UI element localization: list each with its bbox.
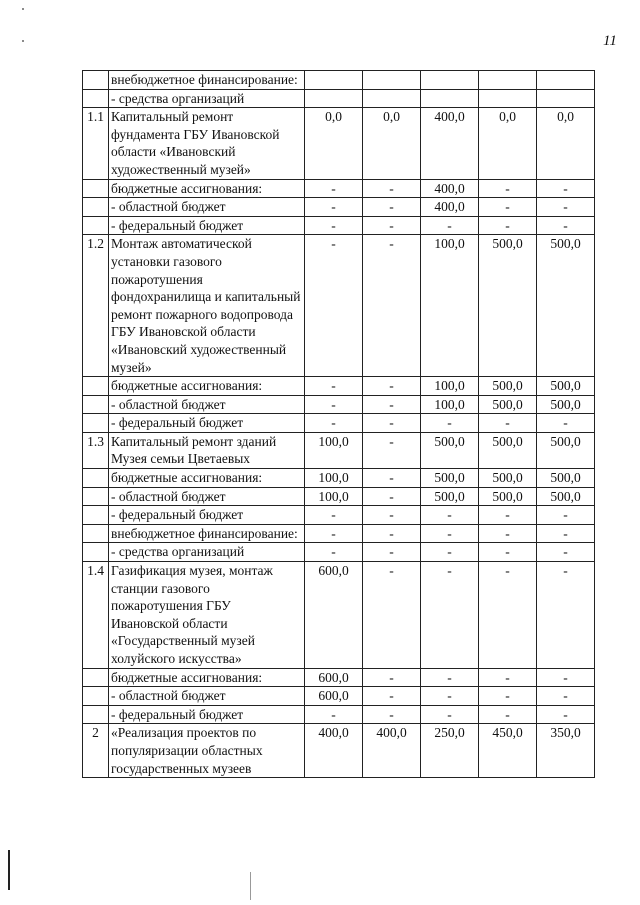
- value-cell: [421, 71, 479, 90]
- value-cell: -: [537, 506, 595, 525]
- value-cell: [479, 89, 537, 108]
- value-cell: [363, 89, 421, 108]
- value-cell: -: [305, 235, 363, 377]
- value-cell: -: [479, 198, 537, 217]
- value-cell: -: [305, 179, 363, 198]
- value-cell: 500,0: [537, 235, 595, 377]
- value-cell: -: [479, 543, 537, 562]
- table-row: [83, 198, 595, 217]
- value-cell: -: [363, 562, 421, 669]
- value-cell: -: [537, 414, 595, 433]
- value-cell: 500,0: [421, 469, 479, 488]
- table-row: [83, 543, 595, 562]
- row-number: [83, 668, 109, 687]
- row-description: - областной бюджет: [109, 687, 305, 706]
- value-cell: 0,0: [363, 108, 421, 179]
- value-cell: -: [305, 414, 363, 433]
- value-cell: 500,0: [537, 469, 595, 488]
- value-cell: -: [537, 705, 595, 724]
- value-cell: 400,0: [305, 724, 363, 778]
- row-description: - средства организаций: [109, 89, 305, 108]
- value-cell: -: [421, 414, 479, 433]
- table-row: [83, 562, 595, 669]
- value-cell: -: [479, 179, 537, 198]
- table-row: [83, 179, 595, 198]
- row-description: - областной бюджет: [109, 487, 305, 506]
- value-cell: [479, 71, 537, 90]
- value-cell: 450,0: [479, 724, 537, 778]
- value-cell: 600,0: [305, 668, 363, 687]
- row-number: [83, 216, 109, 235]
- value-cell: 600,0: [305, 687, 363, 706]
- row-number: [83, 377, 109, 396]
- table-row: [83, 108, 595, 179]
- value-cell: [305, 89, 363, 108]
- value-cell: 500,0: [421, 487, 479, 506]
- row-description: Газификация музея, монтаж станции газового пожаротушения ГБУ Ивановской области «Государственный музей холуйского искусства»: [109, 562, 305, 669]
- row-description: бюджетные ассигнования:: [109, 668, 305, 687]
- row-description: - средства организаций: [109, 543, 305, 562]
- table-row: [83, 89, 595, 108]
- row-number: [83, 524, 109, 543]
- row-number: [83, 395, 109, 414]
- value-cell: -: [537, 198, 595, 217]
- value-cell: -: [421, 668, 479, 687]
- value-cell: -: [363, 377, 421, 396]
- table-row: [83, 724, 595, 778]
- value-cell: -: [537, 179, 595, 198]
- value-cell: 500,0: [479, 487, 537, 506]
- binding-mark: [8, 850, 10, 890]
- value-cell: -: [305, 506, 363, 525]
- value-cell: 500,0: [421, 432, 479, 468]
- value-cell: [305, 71, 363, 90]
- row-number: [83, 89, 109, 108]
- value-cell: -: [479, 506, 537, 525]
- value-cell: -: [305, 377, 363, 396]
- value-cell: -: [421, 705, 479, 724]
- value-cell: 400,0: [421, 108, 479, 179]
- table-row: [83, 395, 595, 414]
- value-cell: 500,0: [479, 432, 537, 468]
- value-cell: 500,0: [537, 432, 595, 468]
- row-number: 2: [83, 724, 109, 778]
- row-description: бюджетные ассигнования:: [109, 179, 305, 198]
- value-cell: -: [421, 687, 479, 706]
- table-row: [83, 414, 595, 433]
- value-cell: -: [537, 668, 595, 687]
- value-cell: 400,0: [363, 724, 421, 778]
- value-cell: -: [363, 687, 421, 706]
- value-cell: -: [421, 543, 479, 562]
- row-description: внебюджетное финансирование:: [109, 524, 305, 543]
- row-description: - областной бюджет: [109, 395, 305, 414]
- value-cell: 500,0: [537, 377, 595, 396]
- value-cell: -: [305, 198, 363, 217]
- value-cell: 250,0: [421, 724, 479, 778]
- value-cell: [421, 89, 479, 108]
- value-cell: -: [421, 216, 479, 235]
- value-cell: 500,0: [479, 395, 537, 414]
- row-description: бюджетные ассигнования:: [109, 469, 305, 488]
- value-cell: -: [363, 469, 421, 488]
- table-row: [83, 432, 595, 468]
- row-description: внебюджетное финансирование:: [109, 71, 305, 90]
- value-cell: -: [479, 216, 537, 235]
- row-description: - федеральный бюджет: [109, 216, 305, 235]
- row-number: [83, 198, 109, 217]
- value-cell: 0,0: [537, 108, 595, 179]
- value-cell: -: [363, 668, 421, 687]
- row-number: [83, 179, 109, 198]
- row-number: [83, 71, 109, 90]
- value-cell: [537, 89, 595, 108]
- row-number: [83, 487, 109, 506]
- value-cell: -: [421, 524, 479, 543]
- value-cell: -: [363, 432, 421, 468]
- row-number: [83, 687, 109, 706]
- scan-speck: [22, 40, 24, 42]
- value-cell: -: [363, 543, 421, 562]
- value-cell: -: [305, 543, 363, 562]
- value-cell: 400,0: [421, 198, 479, 217]
- value-cell: -: [479, 687, 537, 706]
- value-cell: -: [305, 524, 363, 543]
- row-number: 1.4: [83, 562, 109, 669]
- row-description: - федеральный бюджет: [109, 506, 305, 525]
- value-cell: [537, 71, 595, 90]
- value-cell: -: [363, 235, 421, 377]
- row-description: - федеральный бюджет: [109, 414, 305, 433]
- row-description: - федеральный бюджет: [109, 705, 305, 724]
- value-cell: -: [305, 395, 363, 414]
- table-row: [83, 705, 595, 724]
- value-cell: 100,0: [305, 487, 363, 506]
- row-description: бюджетные ассигнования:: [109, 377, 305, 396]
- table-row: [83, 487, 595, 506]
- value-cell: -: [363, 179, 421, 198]
- value-cell: 100,0: [421, 235, 479, 377]
- row-number: [83, 506, 109, 525]
- fold-mark: [250, 872, 251, 900]
- row-number: 1.3: [83, 432, 109, 468]
- value-cell: -: [479, 414, 537, 433]
- table-row: [83, 687, 595, 706]
- value-cell: -: [537, 543, 595, 562]
- value-cell: -: [421, 506, 479, 525]
- value-cell: -: [479, 668, 537, 687]
- value-cell: 500,0: [479, 469, 537, 488]
- row-number: 1.2: [83, 235, 109, 377]
- value-cell: -: [363, 198, 421, 217]
- value-cell: 100,0: [421, 395, 479, 414]
- value-cell: 500,0: [479, 235, 537, 377]
- value-cell: -: [537, 687, 595, 706]
- row-description: Капитальный ремонт фундамента ГБУ Ивановской области «Ивановский художественный музей»: [109, 108, 305, 179]
- value-cell: -: [305, 705, 363, 724]
- value-cell: -: [363, 414, 421, 433]
- value-cell: 100,0: [421, 377, 479, 396]
- value-cell: -: [479, 562, 537, 669]
- table-row: [83, 469, 595, 488]
- value-cell: -: [363, 487, 421, 506]
- value-cell: 400,0: [421, 179, 479, 198]
- row-description: Капитальный ремонт зданий Музея семьи Цветаевых: [109, 432, 305, 468]
- value-cell: 0,0: [305, 108, 363, 179]
- table-row: [83, 377, 595, 396]
- value-cell: -: [479, 524, 537, 543]
- value-cell: 100,0: [305, 469, 363, 488]
- row-description: «Реализация проектов по популяризации областных государственных музеев: [109, 724, 305, 778]
- value-cell: -: [363, 216, 421, 235]
- value-cell: -: [537, 216, 595, 235]
- table-row: [83, 235, 595, 377]
- table-row: [83, 506, 595, 525]
- budget-table-body: [83, 71, 595, 778]
- row-number: [83, 705, 109, 724]
- value-cell: 350,0: [537, 724, 595, 778]
- value-cell: -: [363, 524, 421, 543]
- row-description: Монтаж автоматической установки газового пожаротушения фондохранилища и капитальный ремонт пожарного водопровода ГБУ Ивановской области «Ивановский художественный музей»: [109, 235, 305, 377]
- row-number: 1.1: [83, 108, 109, 179]
- value-cell: -: [537, 562, 595, 669]
- value-cell: 0,0: [479, 108, 537, 179]
- budget-table: [82, 70, 595, 778]
- value-cell: -: [421, 562, 479, 669]
- value-cell: 500,0: [537, 487, 595, 506]
- value-cell: [363, 71, 421, 90]
- value-cell: -: [479, 705, 537, 724]
- value-cell: 600,0: [305, 562, 363, 669]
- value-cell: -: [363, 506, 421, 525]
- value-cell: -: [305, 216, 363, 235]
- page-number: 11: [603, 33, 617, 49]
- value-cell: -: [537, 524, 595, 543]
- row-number: [83, 543, 109, 562]
- table-row: [83, 668, 595, 687]
- row-number: [83, 469, 109, 488]
- value-cell: -: [363, 705, 421, 724]
- row-number: [83, 414, 109, 433]
- value-cell: -: [363, 395, 421, 414]
- value-cell: 500,0: [479, 377, 537, 396]
- value-cell: 500,0: [537, 395, 595, 414]
- table-row: [83, 71, 595, 90]
- scan-speck: [22, 8, 24, 10]
- table-row: [83, 216, 595, 235]
- value-cell: 100,0: [305, 432, 363, 468]
- row-description: - областной бюджет: [109, 198, 305, 217]
- table-row: [83, 524, 595, 543]
